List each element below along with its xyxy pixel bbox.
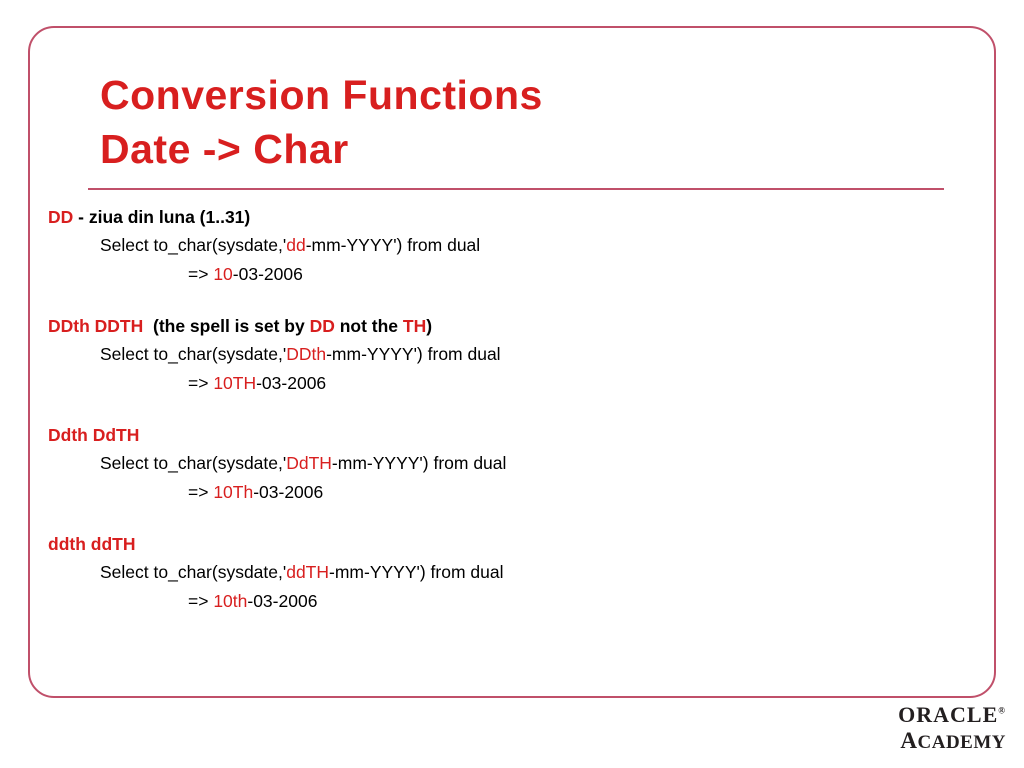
format-group-ddth-upper (48, 314, 968, 397)
format-description: (the spell is set by (143, 316, 310, 336)
oracle-academy-logo (898, 704, 1006, 752)
title-line-1: Conversion Functions (100, 72, 543, 118)
code-prefix: Select to_char(sysdate,' (100, 453, 287, 473)
result-rest: -03-2006 (232, 264, 303, 284)
result-rest: -03-2006 (253, 482, 324, 502)
result-value: 10Th (213, 482, 254, 502)
code-mask: DdTH (286, 453, 332, 473)
result-arrow: => (188, 264, 214, 284)
title-divider (88, 188, 944, 190)
code-suffix: -mm-YYYY') from dual (305, 235, 481, 255)
group-result (188, 587, 968, 615)
oracle-wordmark (898, 704, 1006, 726)
result-rest: -03-2006 (256, 373, 327, 393)
format-code-inline-1: DD (309, 316, 335, 336)
code-mask: DDth (286, 344, 327, 364)
format-description-2: not the (334, 316, 403, 336)
group-code (100, 557, 968, 587)
group-result (188, 369, 968, 397)
academy-wordmark (898, 729, 1006, 752)
result-arrow: => (188, 373, 214, 393)
format-code: DDth DDTH (48, 316, 144, 336)
page-title (100, 68, 940, 176)
academy-initial: A (900, 728, 918, 753)
code-prefix: Select to_char(sysdate,' (100, 562, 287, 582)
academy-rest: CADEMY (917, 732, 1006, 753)
format-group-ddth-lower (48, 532, 968, 615)
group-code (100, 448, 968, 478)
group-code (100, 230, 968, 260)
code-mask: ddTH (286, 562, 330, 582)
result-arrow: => (188, 482, 214, 502)
title-line-2: Date -> Char (100, 126, 349, 172)
code-prefix: Select to_char(sysdate,' (100, 235, 287, 255)
result-rest: -03-2006 (247, 591, 318, 611)
format-group-dd (48, 205, 968, 288)
result-arrow: => (188, 591, 214, 611)
format-group-ddth-mixed (48, 423, 968, 506)
code-suffix: -mm-YYYY') from dual (326, 344, 501, 364)
format-code: Ddth DdTH (48, 425, 140, 445)
format-description-3: ) (426, 316, 433, 336)
group-heading (48, 314, 968, 339)
slide-body (48, 205, 968, 615)
format-description: - ziua din luna (1..31) (73, 207, 251, 227)
code-prefix: Select to_char(sysdate,' (100, 344, 287, 364)
code-mask: dd (286, 235, 306, 255)
group-code (100, 339, 968, 369)
group-result (188, 260, 968, 288)
result-value: 10TH (213, 373, 257, 393)
result-value: 10th (213, 591, 248, 611)
format-code: ddth ddTH (48, 534, 136, 554)
format-code-inline-2: TH (402, 316, 427, 336)
group-heading (48, 205, 968, 230)
result-value: 10 (213, 264, 233, 284)
format-code: DD (48, 207, 74, 227)
code-suffix: -mm-YYYY') from dual (331, 453, 507, 473)
group-heading (48, 532, 968, 557)
trademark-symbol: ® (998, 705, 1006, 716)
code-suffix: -mm-YYYY') from dual (329, 562, 504, 582)
oracle-text: ORACLE (898, 702, 999, 727)
group-heading (48, 423, 968, 448)
group-result (188, 478, 968, 506)
